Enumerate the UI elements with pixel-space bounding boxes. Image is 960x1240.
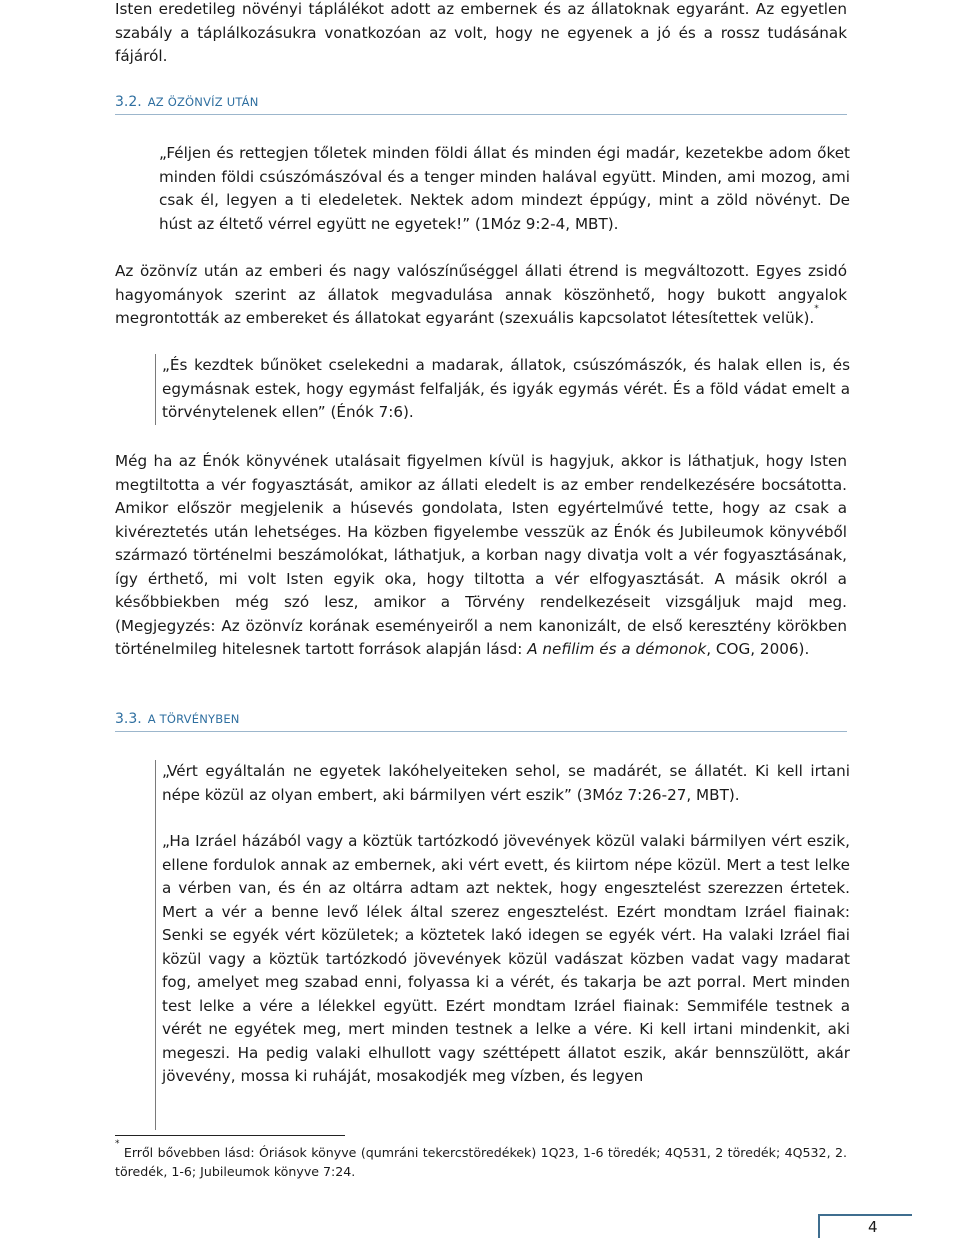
section-heading-3-3	[115, 711, 847, 732]
paragraph-2	[115, 260, 847, 331]
intro-paragraph: Isten eredetileg növényi táplálékot adott az embernek és az állatoknak egyaránt. Az egyetlen szabály a táplálkozásukra vonatkozóan az volt, hogy ne egyenek a jó és a rossz tudásának fájáról.	[115, 0, 847, 65]
section-number: 3.3.	[115, 711, 142, 727]
footnote-text: Erről bővebben lásd: Óriások könyve (qumráni tekercstöredékek) 1Q23, 1-6 töredék; 4Q531, 2 töredék; 4Q532, 2. töredék, 1-6; Jubileumok könyve 7:24.	[115, 1145, 847, 1179]
book-title: A nefilim és a démonok	[527, 640, 707, 658]
quote-text-long: „Ha Izráel házából vagy a köztük tartózkodó jövevények közül valaki bármilyen vért eszik, ellene fordulok annak az embernek, aki vért evett, és kiirtom népe közül. Mert a test lelke a vérben van, és én az oltárra adtam azt nektek, hogy engesztelést szerezzen értetek. Mert a vér a benne levő lélek által szerez engesztelést. Ezért mondtam Izráel fiainak: Senki se egyék vért közületek; a köztetek lakó idegen se egyék vért. Ha valaki Izráel fiai közül vagy a köztük tartózkodó jövevények közül vadászat közben vadat vagy madarat fog, amelyet meg szabad enni, folyassa ki a vérét, és takarja be azt porral. Mert minden test lelke a vére a lélekkel együtt. Ezért mondtam Izráel fiainak: Semmiféle testnek a vérét ne egyétek meg, mert minden testnek a lelke a vére. Ki kell irtani mindenkit, aki megeszi. Ha pedig valaki elhullott vagy széttépett állatot eszik, akár bennszülött, akár jövevény, mossa ki ruháját, mosakodjék meg vízben, és legyen	[162, 832, 850, 1085]
quote-block-1	[156, 142, 850, 236]
paragraph-text-end: , COG, 2006).	[706, 640, 810, 658]
quote-block-2	[155, 354, 850, 425]
paragraph-text: Még ha az Énók könyvének utalásait figyelmen kívül is hagyjuk, akkor is láthatjuk, hogy Isten megtiltotta a vér fogyasztását, amikor az állati eledelt is az ember rendelkezésére bocsátotta. Amikor először megjelenik a húsevés gondolata, Isten egyértelművé tette, hogy az csak a kivéreztetés után lehetséges. Ha közben figyelembe vesszük az Énók és Jubileumok könyvéből származó történelmi beszámolókat, láthatjuk, a korban nagy divatja volt a vér fogyasztásának, így érthető, mi volt Isten egyik oka, hogy tiltotta a vér elfogyasztását. A másik okról a későbbiekben még szó lesz, amikor a Törvény rendelkezéseit vizsgáljuk majd meg. (Megjegyzés: Az özönvíz korának eseményeiről a nem kanonizált, de első keresztény körökben történelmileg hitelesnek tartott források alapján lásd:	[115, 452, 847, 658]
quote-text: „Vért egyáltalán ne egyetek lakóhelyeiteken sehol, se madárét, se állatét. Ki kell irtani népe közül az olyan embert, aki bármilyen vért eszik” (3Móz 7:26-27, MBT).	[162, 762, 850, 804]
footnote	[115, 1138, 847, 1181]
page-number-box	[818, 1214, 912, 1238]
section-number: 3.2.	[115, 94, 142, 110]
section-heading-3-2	[115, 94, 847, 115]
footnote-mark: *	[115, 1138, 120, 1149]
footnote-reference[interactable]: *	[814, 303, 819, 314]
page-number: 4	[868, 1218, 878, 1236]
section-title: A TÖRVÉNYBEN	[147, 712, 240, 726]
section-title: AZ ÖZÖNVÍZ UTÁN	[147, 95, 259, 109]
paragraph-text: Az özönvíz után az emberi és nagy valószínűséggel állati étrend is megváltozott. Egyes zsidó hagyományok szerint az állatok megvadulása annak köszönhető, hogy bukott angyalok megrontották az embereket és állatokat egyaránt (szexuális kapcsolatot létesítettek velük).	[115, 262, 847, 327]
quote-text: „Féljen és rettegjen tőletek minden földi állat és minden égi madár, kezetekbe adom őket minden földi csúszómászóval és a tenger minden halával együtt. Minden, ami mozog, ami csak él, legyen a ti eledeletek. Nektek adom mindezt éppúgy, mint a zöld növényt. De húst az éltető vérrel együtt ne egyetek!” (1Móz 9:2-4, MBT).	[159, 144, 850, 233]
footnote-separator	[115, 1135, 345, 1136]
quote-text: „És kezdtek bűnöket cselekedni a madarak, állatok, csúszómászók, és halak ellen is, és egymásnak estek, hogy egymást felfalják, és igyák egymás vérét. És a föld vádat emelt a törvénytelenek ellen” (Énók 7:6).	[162, 356, 850, 421]
quote-block-3	[155, 760, 850, 1130]
paragraph-3	[115, 450, 847, 662]
